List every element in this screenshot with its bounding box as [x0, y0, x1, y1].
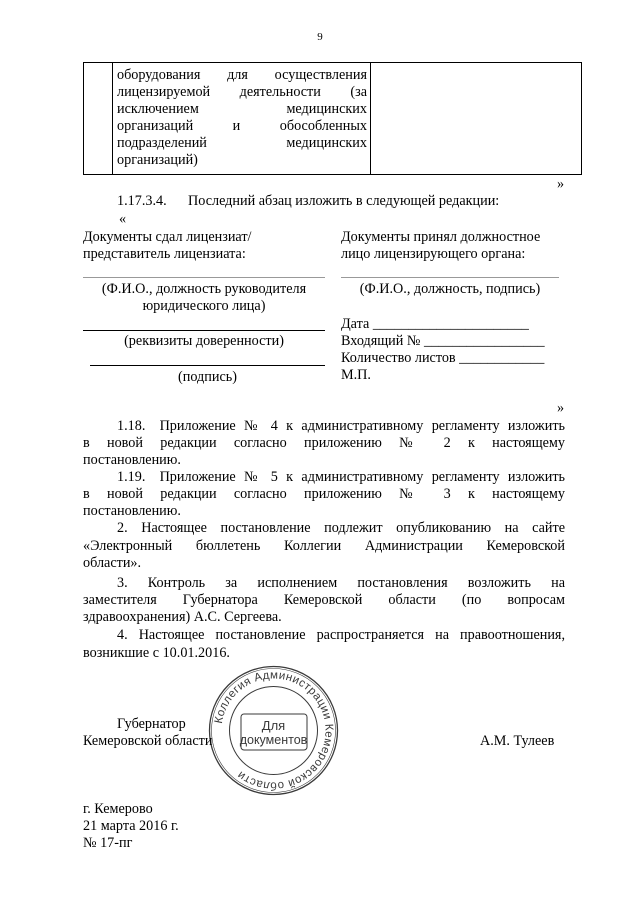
table-fragment	[83, 62, 582, 175]
table-text-line: исключением медицинских	[117, 101, 367, 117]
date-field: Дата ______________________	[341, 316, 529, 332]
form-left-caption: юридического лица)	[142, 298, 266, 314]
footer-date: 21 марта 2016 г.	[83, 818, 179, 834]
stamp-center-text: документов	[239, 733, 308, 747]
page-number: 9	[317, 31, 323, 43]
form-left-caption: (подпись)	[178, 369, 237, 385]
footer-number: № 17-пг	[83, 835, 133, 851]
paragraph-4: 4. Настоящее постановление распространяется на правоотношения,	[117, 627, 565, 643]
form-left-heading: Документы сдал лицензиат/	[83, 229, 252, 245]
signature-line	[90, 365, 325, 366]
form-left-caption: (Ф.И.О., должность руководителя	[101, 281, 307, 297]
paragraph-1-18: 1.18. Приложение № 4 к административному регламенту изложить	[117, 418, 565, 434]
table-cell-number	[84, 63, 113, 174]
paragraph-4: возникшие с 10.01.2016.	[83, 645, 230, 661]
footer-city: г. Кемерово	[83, 801, 153, 817]
paragraph-1-19: 1.19. Приложение № 5 к административному регламенту изложить	[117, 469, 565, 485]
opening-quote: «	[119, 211, 127, 227]
signatory-title: Кемеровской области	[83, 733, 213, 749]
seal-stamp-icon	[207, 664, 340, 797]
form-right-heading: Документы принял должностное	[341, 229, 541, 245]
incoming-number-field: Входящий № _________________	[341, 333, 545, 349]
form-left-heading: представитель лицензиата:	[83, 246, 246, 262]
form-right-caption: (Ф.И.О., должность, подпись)	[359, 281, 541, 297]
table-text-line: оборудования для осуществления	[117, 67, 367, 83]
paragraph-1-19: в новой редакции согласно приложению № 3 к настоящему	[83, 486, 565, 502]
form-left-caption: (реквизиты доверенности)	[124, 333, 284, 349]
closing-quote: »	[557, 400, 565, 416]
paragraph-3: 3. Контроль за исполнением постановления возложить на	[117, 575, 565, 591]
table-text-line: организаций)	[117, 152, 198, 168]
table-cell-empty	[372, 63, 581, 174]
signatory-title: Губернатор	[117, 716, 186, 732]
paragraph-2: области».	[83, 555, 142, 571]
signatory-name: А.М. Тулеев	[480, 733, 555, 749]
stamp-center-text: Для	[261, 718, 286, 733]
paragraph-2: «Электронный бюллетень Коллегии Администрации Кемеровской	[83, 538, 565, 554]
item-text: Последний абзац изложить в следующей редакции:	[188, 193, 500, 209]
signature-line	[83, 277, 325, 278]
signature-line	[83, 330, 325, 331]
paragraph-1-19: постановлению.	[83, 503, 181, 519]
paragraph-3: заместителя Губернатора Кемеровской области (по вопросам	[83, 592, 565, 608]
table-text-line: организаций и обособленных	[117, 118, 367, 134]
table-text-line: лицензируемой деятельности (за	[117, 84, 367, 100]
table-cell-description	[113, 63, 371, 174]
seal-place: М.П.	[341, 367, 371, 383]
form-right-heading: лицо лицензирующего органа:	[341, 246, 526, 262]
paragraph-3: здравоохранения) А.С. Сергеева.	[83, 609, 282, 625]
sheets-count-field: Количество листов ____________	[341, 350, 545, 366]
paragraph-1-18: в новой редакции согласно приложению № 2 к настоящему	[83, 435, 565, 451]
signature-line	[341, 277, 559, 278]
closing-quote: »	[557, 176, 565, 192]
paragraph-1-18: постановлению.	[83, 452, 181, 468]
paragraph-2: 2. Настоящее постановление подлежит опубликованию на сайте	[117, 520, 565, 536]
table-text-line: подразделений медицинских	[117, 135, 367, 151]
stamp-ring-textpath: Коллегия Администрации Кемеровской области	[212, 669, 335, 792]
item-number: 1.17.3.4.	[117, 193, 167, 209]
